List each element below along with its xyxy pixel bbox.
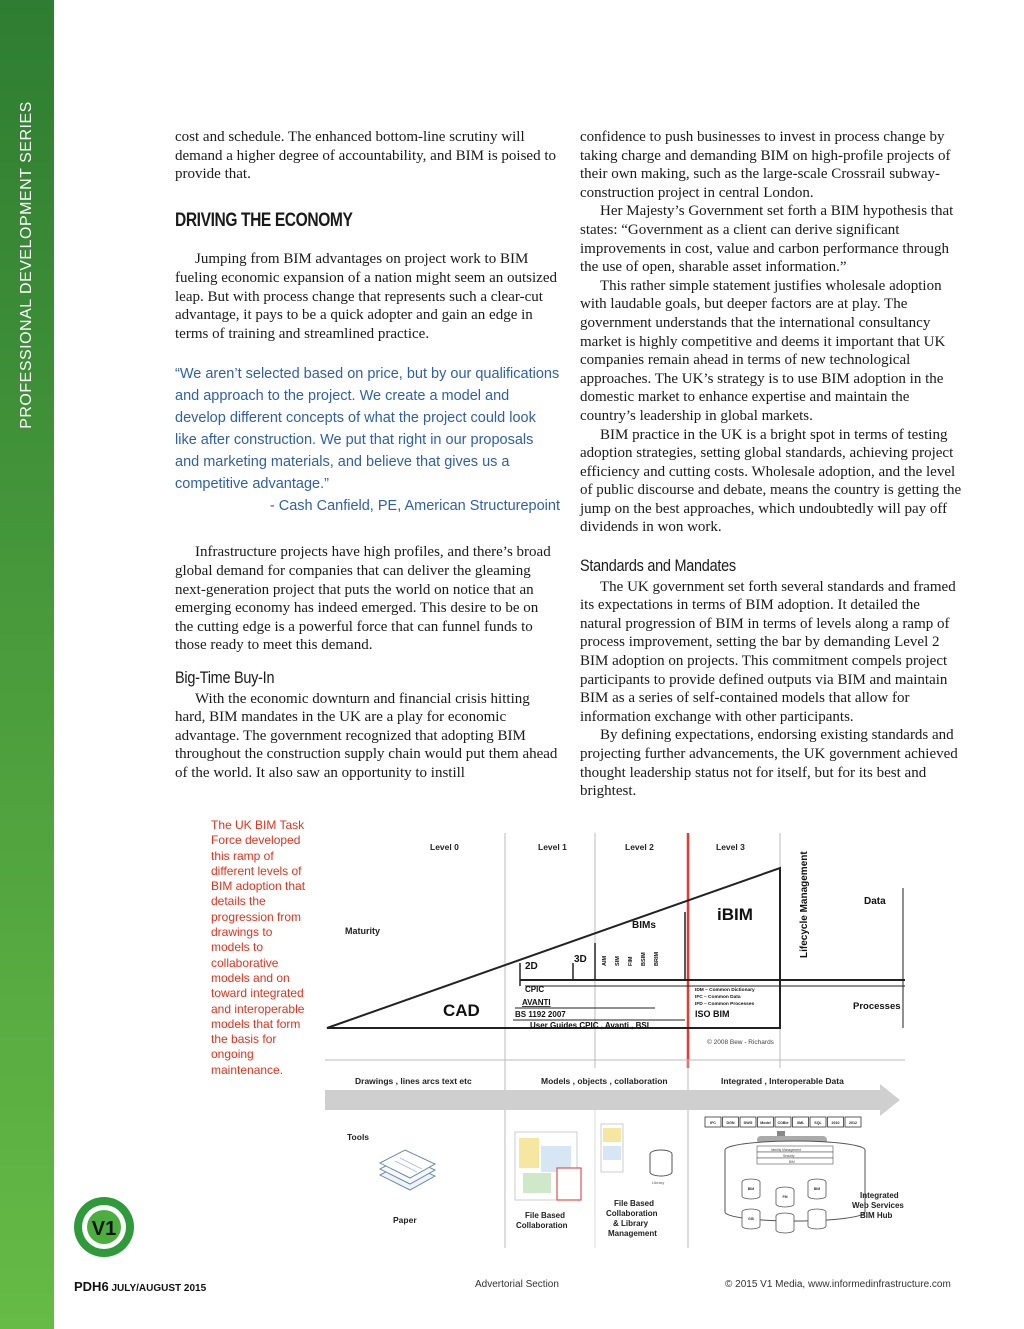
level-label: Level 0 bbox=[430, 842, 459, 852]
database-label: BIM bbox=[813, 1187, 821, 1191]
series-title: PROFESSIONAL DEVELOPMENT SERIES bbox=[18, 101, 35, 429]
paragraph: Jumping from BIM advantages on project work to BIM fueling economic expansion of a nation might seem an outsized leap. But with process change that represents such a clear-cut advantage, it pays to be a quick adopter and gain an edge in terms of training and streamlined practice. bbox=[175, 251, 557, 342]
footer-issue bbox=[74, 1279, 206, 1294]
bim-type-label: BSIM bbox=[641, 952, 647, 966]
format-chip-row bbox=[705, 1117, 861, 1127]
figure-caption: The UK BIM Task Force developed this ramp of different levels of BIM adoption that details the progression from drawings to models to collaborative models and on toward integrated and interoperable models that form the basis for ongoing maintenance. bbox=[211, 818, 306, 1077]
pull-quote bbox=[175, 363, 560, 517]
paragraph: The UK government set forth several standards and framed its expectations in terms of BIM adoption. It detailed the natural progression of BIM in terms of levels along a ramp of process improvement, setting the bar by demanding Level 2 BIM adoption on projects. This commitment compels project participants to provide defined outputs via BIM and maintain BIM as a series of self-contained models that allow for information exchange with other participants. bbox=[580, 578, 956, 725]
issue-date: JULY/AUGUST 2015 bbox=[111, 1283, 207, 1294]
standard-label: BS 1192 2007 bbox=[515, 1010, 566, 1019]
format-chip-label: SQL bbox=[814, 1121, 822, 1125]
column-left bbox=[175, 128, 560, 782]
diagram-copyright: © 2008 Bew - Richards bbox=[707, 1039, 774, 1046]
level-label: Level 3 bbox=[716, 842, 745, 852]
database-cylinder bbox=[808, 1209, 826, 1229]
standard-label: User Guides CPIC , Avanti , BSI bbox=[530, 1021, 649, 1030]
paragraph: With the economic downturn and financial crisis hitting hard, BIM mandates in the UK are a play for economic advantage. The government recognized that adopting BIM throughout the construction supply chain would put them ahead of the world. It also saw an opportunity to instill bbox=[175, 690, 558, 781]
band-label: Drawings , lines arcs text etc bbox=[355, 1076, 472, 1086]
column-right bbox=[580, 128, 965, 801]
standard-label: IDM – Common Dictionary bbox=[695, 988, 755, 993]
standard-label: IFD – Common Processes bbox=[695, 1002, 755, 1007]
hub-label: BIM bbox=[789, 1160, 795, 1164]
paragraph: confidence to push businesses to invest in process change by taking charge and demanding BIM on high-profile projects of their own making, such as the large-scale Crossrail subway-construction project in central London. bbox=[580, 129, 951, 201]
quote-text: “We aren’t selected based on price, but by our qualifications and approach to the project. We create a model and develop different concepts of what the project could look like after construction. We put that right in our proposals and marketing materials, and believe that gives us a competitive advantage.” bbox=[175, 366, 560, 493]
format-chip-label: 2010 bbox=[831, 1121, 840, 1125]
iws-label: Integrated Web Services BIM Hub bbox=[852, 1191, 904, 1220]
database-label: GIS bbox=[747, 1217, 755, 1221]
standard-label: ISO BIM bbox=[695, 1009, 730, 1019]
fbc-label: File Based Collaboration bbox=[516, 1211, 568, 1230]
bim-type-label: SIM bbox=[615, 956, 621, 966]
lifecycle-label: Lifecycle Management bbox=[799, 851, 810, 958]
bim-type-label: AIM bbox=[602, 955, 608, 966]
format-chip-label: DGN bbox=[726, 1121, 735, 1125]
band-label: Models , objects , collaboration bbox=[541, 1076, 668, 1086]
paragraph: BIM practice in the UK is a bright spot in terms of testing adoption strategies, setting global standards, achieving project efficiency and cutting costs. Wholesale adoption, and the level of public discourse and debate, means the country is getting the jump on the best approaches, which undoubtedly will pay off dividends in won work. bbox=[580, 426, 962, 536]
bim-type-label: BRIM bbox=[654, 951, 660, 966]
hub-label: Identity Management bbox=[771, 1148, 801, 1152]
paragraph: This rather simple statement justifies wholesale adoption with laudable goals, but deeper factors are at play. The government understands that the international consultancy market is highly competitive and deems it important that UK companies remain ahead in terms of new technological approaches. The UK’s strategy is to use BIM adoption in the domestic market to enhance expertise and maintain the country’s leadership in global markets. bbox=[580, 277, 946, 424]
bim-hub-icon bbox=[725, 1131, 865, 1221]
3d-label: 3D bbox=[574, 954, 587, 965]
level-label: Level 2 bbox=[625, 842, 654, 852]
library-icon bbox=[601, 1124, 672, 1176]
format-chip-label: COBie bbox=[777, 1121, 789, 1125]
format-chip-label: DWG bbox=[743, 1121, 753, 1125]
footer-copyright: © 2015 V1 Media, www.informedinfrastructure.com bbox=[725, 1279, 951, 1290]
logo-text: V1 bbox=[91, 1218, 117, 1240]
quote-attribution: - Cash Canfield, PE, American Structurepoint bbox=[269, 498, 560, 515]
paper-icon bbox=[380, 1150, 435, 1190]
bim-type-label: FIM bbox=[628, 956, 634, 966]
file-collaboration-icon bbox=[515, 1132, 581, 1200]
hub-label: Security bbox=[783, 1154, 795, 1158]
subheading: Big-Time Buy-In bbox=[175, 667, 275, 687]
processes-label: Processes bbox=[853, 1001, 901, 1012]
bims-label: BIMs bbox=[632, 920, 656, 931]
band-label: Integrated , Interoperable Data bbox=[721, 1076, 844, 1086]
format-chip-label: Model bbox=[760, 1121, 771, 1125]
database-cylinder bbox=[776, 1213, 794, 1233]
standard-label: IFC – Common Data bbox=[695, 995, 741, 1000]
paper-label: Paper bbox=[393, 1215, 417, 1225]
2d-label: 2D bbox=[525, 961, 538, 972]
database-label: FM bbox=[782, 1195, 788, 1199]
section-heading: DRIVING THE ECONOMY bbox=[175, 209, 353, 231]
cad-label: CAD bbox=[443, 1001, 480, 1020]
paragraph: Infrastructure projects have high profiles, and there’s broad global demand for companies that can deliver the gleaming next-generation project that puts the world on notice that an emerging economy has indeed emerged. This desire to be on the cutting edge is a powerful force that can funnel funds to those ready to meet this demand. bbox=[175, 544, 551, 654]
footer-section: Advertorial Section bbox=[475, 1279, 559, 1290]
standard-label: AVANTI bbox=[522, 998, 551, 1007]
format-chip-label: XML bbox=[796, 1121, 805, 1125]
data-label: Data bbox=[864, 896, 886, 907]
format-chip-label: IFC bbox=[710, 1121, 716, 1125]
format-chip-label: 2012 bbox=[849, 1121, 857, 1125]
paragraph: By defining expectations, endorsing existing standards and projecting further advancements, the UK government achieved thought leadership status not for itself, but for its best and brightest. bbox=[580, 727, 958, 800]
tools-label: Tools bbox=[347, 1132, 370, 1142]
maturity-label: Maturity bbox=[345, 926, 381, 936]
v1-logo bbox=[74, 1197, 134, 1257]
progression-arrow bbox=[325, 1084, 900, 1116]
pdh-label: PDH6 bbox=[74, 1279, 109, 1294]
ibim-label: iBIM bbox=[717, 905, 753, 924]
library-label: Library bbox=[652, 1180, 665, 1185]
paragraph: Her Majesty’s Government set forth a BIM hypothesis that states: “Government as a client can derive significant improvements in cost, value and carbon performance through the use of open, sharable asset information.” bbox=[580, 203, 954, 276]
database-label: BIM bbox=[747, 1187, 755, 1191]
level-label: Level 1 bbox=[538, 842, 567, 852]
sidebar-band bbox=[0, 0, 54, 1329]
intro-paragraph: cost and schedule. The enhanced bottom-line scrutiny will demand a higher degree of accountability, and BIM is poised to provide that. bbox=[175, 129, 556, 183]
subheading: Standards and Mandates bbox=[580, 556, 736, 576]
bim-maturity-diagram bbox=[325, 828, 905, 1248]
fbcl-label: File Based Collaboration & Library Management bbox=[606, 1199, 658, 1238]
standard-label: CPIC bbox=[525, 985, 545, 994]
